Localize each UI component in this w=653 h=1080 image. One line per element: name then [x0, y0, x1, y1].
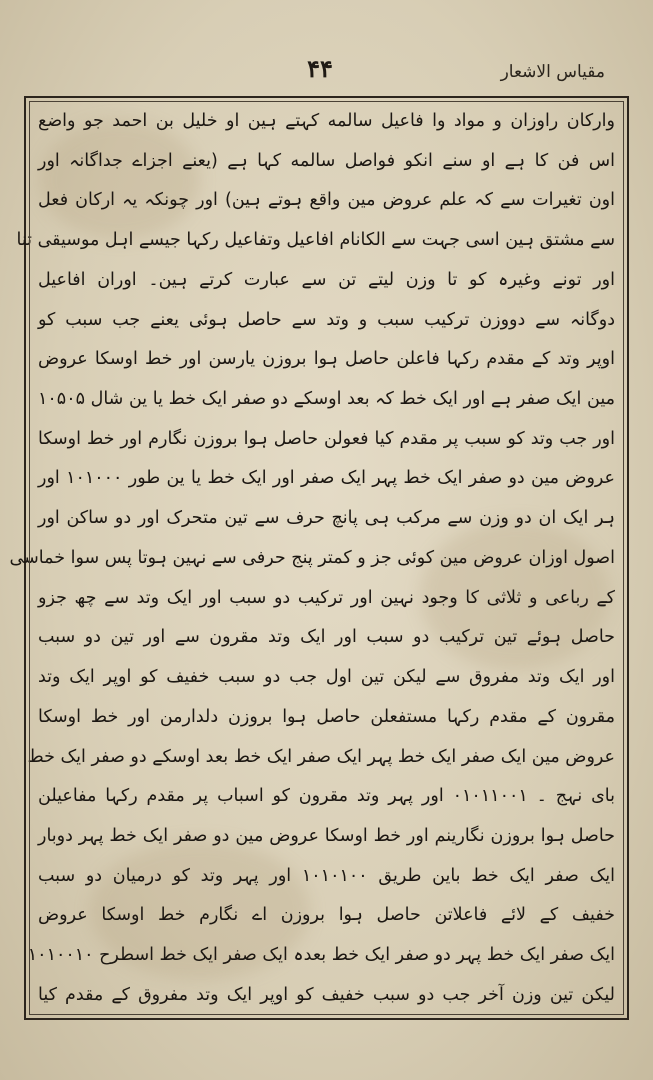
text-line: اس فن کا ہے او سنے انکو فواصل سالمه کہا ہے (یعنے اجزاے جداگانہ اور: [38, 150, 615, 171]
text-line: عروض مین دو صفر ایک خط پہر ایک صفر اور ایک خط یا ین طور ۱۰۱۰۰۰ اور: [38, 468, 615, 489]
text-line: مین ایک صفر ہے اور ایک خط کہ بعد اوسکے دو صفر ایک خط یا ین شال ۱۰۵۰۵: [38, 389, 615, 410]
text-line: لیکن تین وزن آخر جب دو سبب خفیف کو اوپر ایک وتد مفروق کے مقدم کیا: [38, 984, 615, 1005]
text-line: اون تغیرات سے کہ علم عروض مین واقع ہوتے ہین) اور چونکہ یہ ارکان فعل: [38, 190, 615, 211]
text-line: خفیف کے لائے فاعلاتن حاصل ہوا بروزن اے نگارم خط اوسکا عروض: [38, 905, 615, 926]
text-line: سے مشتق ہین اسی جہت سے الکانام افاعیل وتفاعیل رکہا جیسے اہل موسیقی تنا: [16, 230, 615, 251]
text-line: اور ایک وتد مفروق سے لیکن تین اول جب دو سبب خفیف کو اوپر ایک وتد: [38, 667, 615, 688]
text-line: ایک صفر ایک خط باین طریق ۱۰۱۰۱۰۰ اور پہر وتد کو درمیان دو سبب: [38, 865, 615, 886]
text-line: اور جب وتد کو سبب پر مقدم کیا فعولن حاصل ہوا بروزن نگارم اور خط اوسکا: [38, 428, 615, 449]
text-line: مقرون کے مقدم رکہا مستفعلن حاصل ہوا بروزن دلدارمن اور خط اوسکا: [38, 706, 615, 727]
text-line: اصول اوزان عروض مین کوئی جز و کمتر پنج حرفی سے نہین ہوتا پس سوا خماسی: [9, 547, 615, 568]
running-title: مقیاس الاشعار: [500, 62, 605, 82]
text-line: اور تونے وغیرہ کو تا وزن لیتے تن سے عبارت کرتے ہین۔ اوران افاعیل: [38, 269, 615, 290]
text-line: حاصل ہوئے تین ترکیب دو سبب اور ایک وتد مقرون سے اور تین دو سبب: [38, 627, 615, 648]
text-frame: [9, 96, 629, 1020]
text-line: ایک صفر ایک خط پہر دو صفر ایک خط بعدہ ایک صفر ایک خط اسطرح ۱۰۱۰۰۱۰: [27, 945, 615, 966]
page-number: ۴۴: [307, 54, 333, 83]
text-line: دوگانہ سے دووزن ترکیب سبب و وتد سے حاصل ہوئی یعنے جب سبب کو: [38, 309, 615, 330]
text-line: اوپر وتد کے مقدم رکہا فاعلن حاصل ہوا بروزن یارسن اور خط اوسکا عروض: [38, 349, 615, 370]
text-line: ہر ایک ان دو وزن سے مرکب ہی پانچ حرف سے تین متحرک اور دو ساکن اور: [38, 508, 615, 529]
text-line: عروض مین ایک صفر ایک خط پہر ایک صفر ایک خط بعد اوسکے دو صفر ایک خط: [27, 746, 615, 767]
body-text: [9, 104, 615, 1012]
text-line: کے رباعی و ثلاثی کا وجود نہین اور ترکیب دو سبب اور ایک وتد سے چھ جزو: [38, 587, 615, 608]
text-line: بای نہج ۔ ۰۱۰۱۱۰۰۱ اور پہر وتد مقرون کو اسباب پر مقدم رکہا مفاعیلن: [38, 786, 615, 807]
text-line: وارکان راوزان و مواد وا فاعیل سالمه کہتے ہین او خلیل بن احمد جو واضع: [38, 111, 615, 131]
text-line: حاصل ہوا بروزن نگارینم اور خط اوسکا عروض مین دو صفر ایک خط پہر دوبار: [38, 825, 615, 846]
